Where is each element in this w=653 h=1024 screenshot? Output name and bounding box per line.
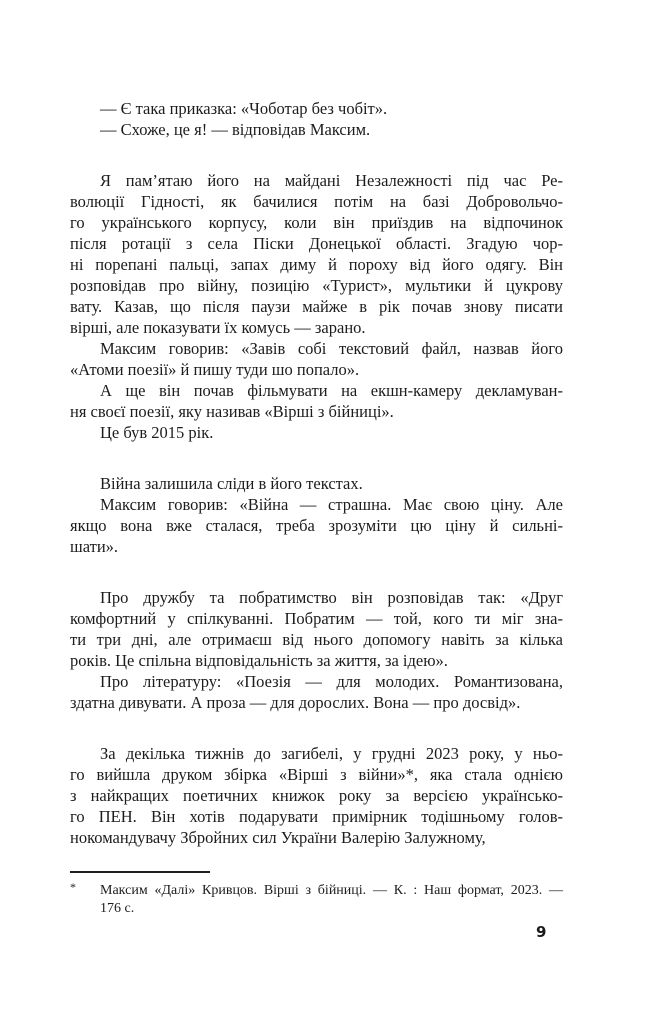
text-line: після ротації з села Піски Донецької області. Згадую чор- [70,234,563,253]
text-line: Я пам’ятаю його на майдані Незалежності під час Ре- [100,171,563,190]
text-line: нокомандувачу Збройних сил України Валерію Залужному, [70,828,486,847]
paragraph [70,98,563,119]
text-line: Максим говорив: «Завів собі текстовий файл, назвав його [100,339,563,358]
text-line: За декілька тижнів до загибелі, у грудні 2023 року, у ньо- [100,744,563,763]
text-line: вірші, але показувати їх комусь — зарано. [70,318,366,337]
text-line: з найкращих поетичних книжок року за версією українсько- [70,786,563,805]
paragraph [70,473,563,494]
paragraph [70,422,563,443]
text-line: здатна дивувати. А проза — для дорослих. Вона — про досвід». [70,693,521,712]
text-line: го ПЕН. Він хотів подарувати примірник тодішньому голов- [70,807,563,826]
text-line: ти три дні, але отримаєш від нього допомогу навіть за кілька [70,630,563,649]
text-line: шати». [70,537,119,556]
paragraph [70,587,563,671]
text-line: Про літературу: «Поезія — для молодих. Романтизована, [100,672,563,691]
footnote-divider [70,871,210,873]
text-line: Максим говорив: «Війна — страшна. Має свою ціну. Але [100,495,563,514]
paragraph [70,119,563,140]
footnote-marker: * [70,880,76,894]
text-line: ня своєї поезії, яку називав «Вірші з бійниці». [70,402,394,421]
page-body [70,98,563,848]
text-line: «Атоми поезії» й пишу туди шо попало». [70,360,360,379]
text-line: — Схоже, це я! — відповідав Максим. [100,120,371,139]
text-line: розповідав про війну, позицію «Турист», мультики й цукрову [70,276,563,295]
paragraph [70,338,563,380]
text-line: ні порепані пальці, запах диму й пороху від його одягу. Він [70,255,563,274]
paragraph [70,380,563,422]
text-line: комфортний у спілкуванні. Побратим — той, кого ти міг зна- [70,609,563,628]
text-line: років. Це спільна відповідальність за життя, за ідею». [70,651,448,670]
footnote [70,871,563,918]
paragraph [70,170,563,338]
paragraph [70,671,563,713]
text-line: Про дружбу та побратимство він розповідав так: «Друг [100,588,563,607]
text-line: — Є така приказка: «Чоботар без чобіт». [100,99,388,118]
paragraph [70,743,563,848]
paragraph [70,494,563,557]
text-line: го вийшла друком збірка «Вірші з війни»*, яка стала однією [70,765,563,784]
footnote-line: Максим «Далі» Кривцов. Вірші з бійниці. — К. : Наш формат, 2023. — [100,883,563,898]
text-line: го українського корпусу, коли він приїздив на відпочинок [70,213,563,232]
footnote-body [70,882,563,918]
text-line: якщо вона вже сталася, треба зрозуміти цю ціну й сильні- [70,516,563,535]
text-line: А ще він почав фільмувати на екшн-камеру декламуван- [100,381,563,400]
text-line: Це був 2015 рік. [100,423,214,442]
text-line: Війна залишила сліди в його текстах. [100,474,363,493]
text-line: волюції Гідності, як бачилися потім на базі Добровольчо- [70,192,563,211]
text-line: вату. Казав, що після паузи майже в рік почав знову писати [70,297,563,316]
footnote-line: 176 с. [100,901,135,916]
page-number: 9 [536,923,547,941]
